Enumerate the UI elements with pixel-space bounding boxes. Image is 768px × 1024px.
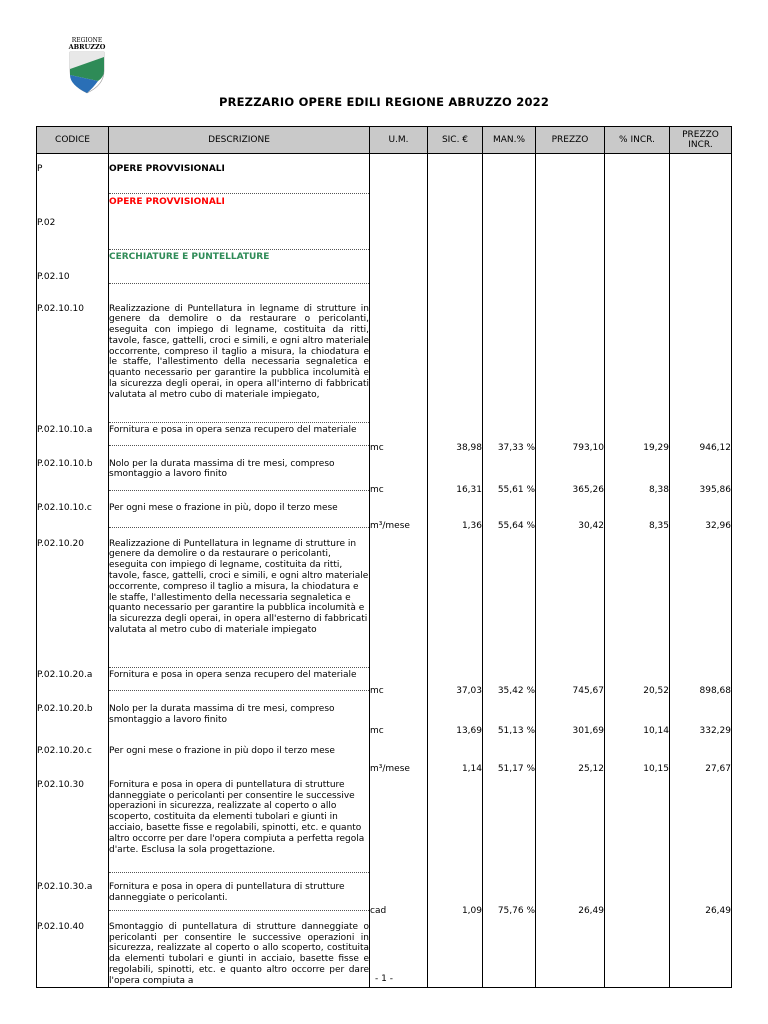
cell-man: 55,64 %	[483, 501, 536, 535]
cell-desc	[109, 154, 370, 178]
cell-man: 55,61 %	[483, 457, 536, 501]
cell-desc	[109, 218, 370, 236]
cell-code	[37, 178, 109, 218]
table-row	[37, 272, 732, 302]
cell-um: mc	[370, 423, 428, 457]
cell-prezzo: 301,69	[536, 698, 605, 742]
dotted-separator	[109, 871, 369, 873]
category-red-title: OPERE PROVVISIONALI	[109, 196, 225, 207]
description-text: Per ogni mese o frazione in più, dopo il terzo mese	[109, 502, 338, 513]
col-header-um: U.M.	[370, 127, 428, 154]
col-header-prezzo-incr: PREZZO INCR.	[670, 127, 732, 154]
col-header-prezzo: PREZZO	[536, 127, 605, 154]
table-row	[37, 698, 732, 742]
dotted-separator	[109, 689, 369, 691]
description-text: Fornitura e posa in opera senza recupero del materiale	[109, 669, 357, 680]
description-text: Fornitura e posa in opera di puntellatura di strutture danneggiate o pericolanti per consentire le successive operazioni in sicurezza, realizzate al coperto o allo scoperto, costituita da elementi tubolari e giunti in acciaio, basette fisse e regolabili, spinotti, etc. e quanto altro occorre per dare l'opera compiuta a perfetta regola d'arte. Esclusa la sola progettazione.	[109, 779, 365, 855]
table-row	[37, 535, 732, 668]
cell-prezzo-incr: 332,29	[670, 698, 732, 742]
dotted-separator	[109, 489, 369, 491]
cell-desc	[109, 236, 370, 272]
cell-man: 51,13 %	[483, 698, 536, 742]
description-text: Nolo per la durata massima di tre mesi, compreso smontaggio a lavoro finito	[109, 458, 335, 480]
cell-um: mc	[370, 457, 428, 501]
cell-prezzo: 25,12	[536, 742, 605, 778]
page-number: - 1 -	[375, 974, 393, 984]
cell-code: P.02.10	[37, 272, 109, 302]
category-green-title: CERCHIATURE E PUNTELLATURE	[109, 251, 270, 262]
category-title: OPERE PROVVISIONALI	[109, 164, 225, 174]
cell-prezzo-incr: 898,68	[670, 668, 732, 698]
cell-incr	[605, 878, 670, 920]
description-text: Realizzazione di Puntellatura in legname di strutture in genere da demolire o da restaurare o pericolanti, eseguita con impiego di legname, costituita da ritti, tavole, fasce, gattelli, croci e simili, e ogni altro materiale occorrente, compreso il taglio a misura, la chiodatura e le staffe, l'allestimento della necessaria segnaletica e quanto necessario per garantire la pubblica incolumità e la sicurezza degli operai, in opera all'interno di fabbricati valutata al metro cubo di materiale impiegato,	[109, 303, 369, 400]
cell-um: mc	[370, 668, 428, 698]
cell-desc	[109, 272, 370, 302]
cell-code: P.02.10.20.c	[37, 742, 109, 778]
table-row	[37, 501, 732, 535]
cell-prezzo-incr: 32,96	[670, 501, 732, 535]
cell-desc	[109, 501, 370, 535]
cell-desc	[109, 423, 370, 457]
col-header-codice: CODICE	[37, 127, 109, 154]
col-header-descrizione: DESCRIZIONE	[109, 127, 370, 154]
cell-um: m³/mese	[370, 742, 428, 778]
cell-incr: 8,38	[605, 457, 670, 501]
col-header-incr: % INCR.	[605, 127, 670, 154]
cell-prezzo-incr: 395,86	[670, 457, 732, 501]
cell-incr: 8,35	[605, 501, 670, 535]
description-text: Smontaggio di puntellatura di strutture danneggiate o pericolanti per consentire le successive operazioni in sicurezza, realizzate al coperto o allo scoperto, costituita da elementi tubolari e giunti in acciaio, basette fisse e regolabili, spinotti, etc. e quanto altro occorre per dare l'opera compiuta a	[109, 921, 369, 986]
cell-man: 75,76 %	[483, 878, 536, 920]
cell-sic: 13,69	[428, 698, 483, 742]
cell-desc	[109, 778, 370, 878]
cell-prezzo: 365,26	[536, 457, 605, 501]
cell-man: 35,42 %	[483, 668, 536, 698]
cell-desc	[109, 742, 370, 778]
cell-incr: 10,15	[605, 742, 670, 778]
table-row	[37, 236, 732, 272]
table-row	[37, 878, 732, 920]
cell-sic: 38,98	[428, 423, 483, 457]
cell-code: P.02	[37, 218, 109, 236]
cell-sic: 16,31	[428, 457, 483, 501]
description-text: Fornitura e posa in opera senza recupero del materiale	[109, 424, 357, 435]
cell-desc	[109, 698, 370, 742]
table-row	[37, 154, 732, 178]
cell-prezzo: 30,42	[536, 501, 605, 535]
description-text: Realizzazione di Puntellatura in legname di strutture in genere da demolire o da restaurare o pericolanti, eseguita con impiego di legname, costituita da ritti, tavole, fasce, gattelli, croci e simili, e ogni altro materiale occorrente, compreso il taglio a misura, la chiodatura e le staffe, l'allestimento della necessaria segnaletica e quanto necessario per garantire la pubblica incolumità e la sicurezza degli operai, in opera all'esterno di fabbricati valutata al metro cubo di materiale impiegato	[109, 538, 369, 636]
table-row	[37, 457, 732, 501]
cell-man: 37,33 %	[483, 423, 536, 457]
cell-prezzo: 26,49	[536, 878, 605, 920]
price-table	[36, 126, 732, 988]
cell-prezzo: 793,10	[536, 423, 605, 457]
table-row	[37, 218, 732, 236]
dotted-separator	[109, 282, 369, 284]
table-row	[37, 668, 732, 698]
cell-code: P	[37, 154, 109, 178]
dotted-separator	[109, 444, 369, 446]
logo-text-abruzzo: ABRUZZO	[68, 43, 106, 51]
dotted-separator	[109, 909, 369, 911]
cell-code: P.02.10.20	[37, 535, 109, 668]
cell-code: P.02.10.30.a	[37, 878, 109, 920]
cell-sic: 1,14	[428, 742, 483, 778]
cell-code: P.02.10.10.a	[37, 423, 109, 457]
cell-code	[37, 236, 109, 272]
cell-code: P.02.10.20.a	[37, 668, 109, 698]
dotted-separator	[109, 192, 369, 194]
cell-um: m³/mese	[370, 501, 428, 535]
col-header-sic: SIC. €	[428, 127, 483, 154]
cell-desc	[109, 878, 370, 920]
cell-prezzo: 745,67	[536, 668, 605, 698]
cell-sic: 37,03	[428, 668, 483, 698]
table-row	[37, 302, 732, 423]
cell-incr: 10,14	[605, 698, 670, 742]
cell-code: P.02.10.10	[37, 302, 109, 423]
dotted-separator	[109, 526, 369, 528]
table-row	[37, 178, 732, 218]
description-text: Fornitura e posa in opera di puntellatura di strutture danneggiate o pericolanti.	[109, 881, 345, 903]
cell-prezzo-incr: 946,12	[670, 423, 732, 457]
page-title: PREZZARIO OPERE EDILI REGIONE ABRUZZO 2022	[218, 95, 550, 109]
cell-um: cad	[370, 878, 428, 920]
cell-code: P.02.10.30	[37, 778, 109, 878]
cell-prezzo-incr: 26,49	[670, 878, 732, 920]
cell-desc	[109, 302, 370, 423]
cell-desc	[109, 535, 370, 668]
cell-code: P.02.10.10.c	[37, 501, 109, 535]
cell-desc	[109, 178, 370, 218]
table-row	[37, 778, 732, 878]
cell-code: P.02.10.10.b	[37, 457, 109, 501]
description-text: Nolo per la durata massima di tre mesi, compreso smontaggio a lavoro finito	[109, 703, 335, 725]
table-header-row	[37, 127, 732, 154]
cell-desc	[109, 457, 370, 501]
dotted-separator	[109, 248, 369, 250]
table-row	[37, 742, 732, 778]
cell-sic: 1,36	[428, 501, 483, 535]
cell-desc	[109, 668, 370, 698]
description-text: Per ogni mese o frazione in più dopo il terzo mese	[109, 745, 335, 756]
cell-incr: 20,52	[605, 668, 670, 698]
regione-abruzzo-logo	[48, 33, 126, 95]
cell-um: mc	[370, 698, 428, 742]
logo-text-regione: REGIONE	[71, 37, 103, 44]
cell-man: 51,17 %	[483, 742, 536, 778]
col-header-man: MAN.%	[483, 127, 536, 154]
cell-incr: 19,29	[605, 423, 670, 457]
cell-sic: 1,09	[428, 878, 483, 920]
cell-code: P.02.10.40	[37, 920, 109, 987]
cell-code: P.02.10.20.b	[37, 698, 109, 742]
table-row	[37, 423, 732, 457]
cell-prezzo-incr: 27,67	[670, 742, 732, 778]
